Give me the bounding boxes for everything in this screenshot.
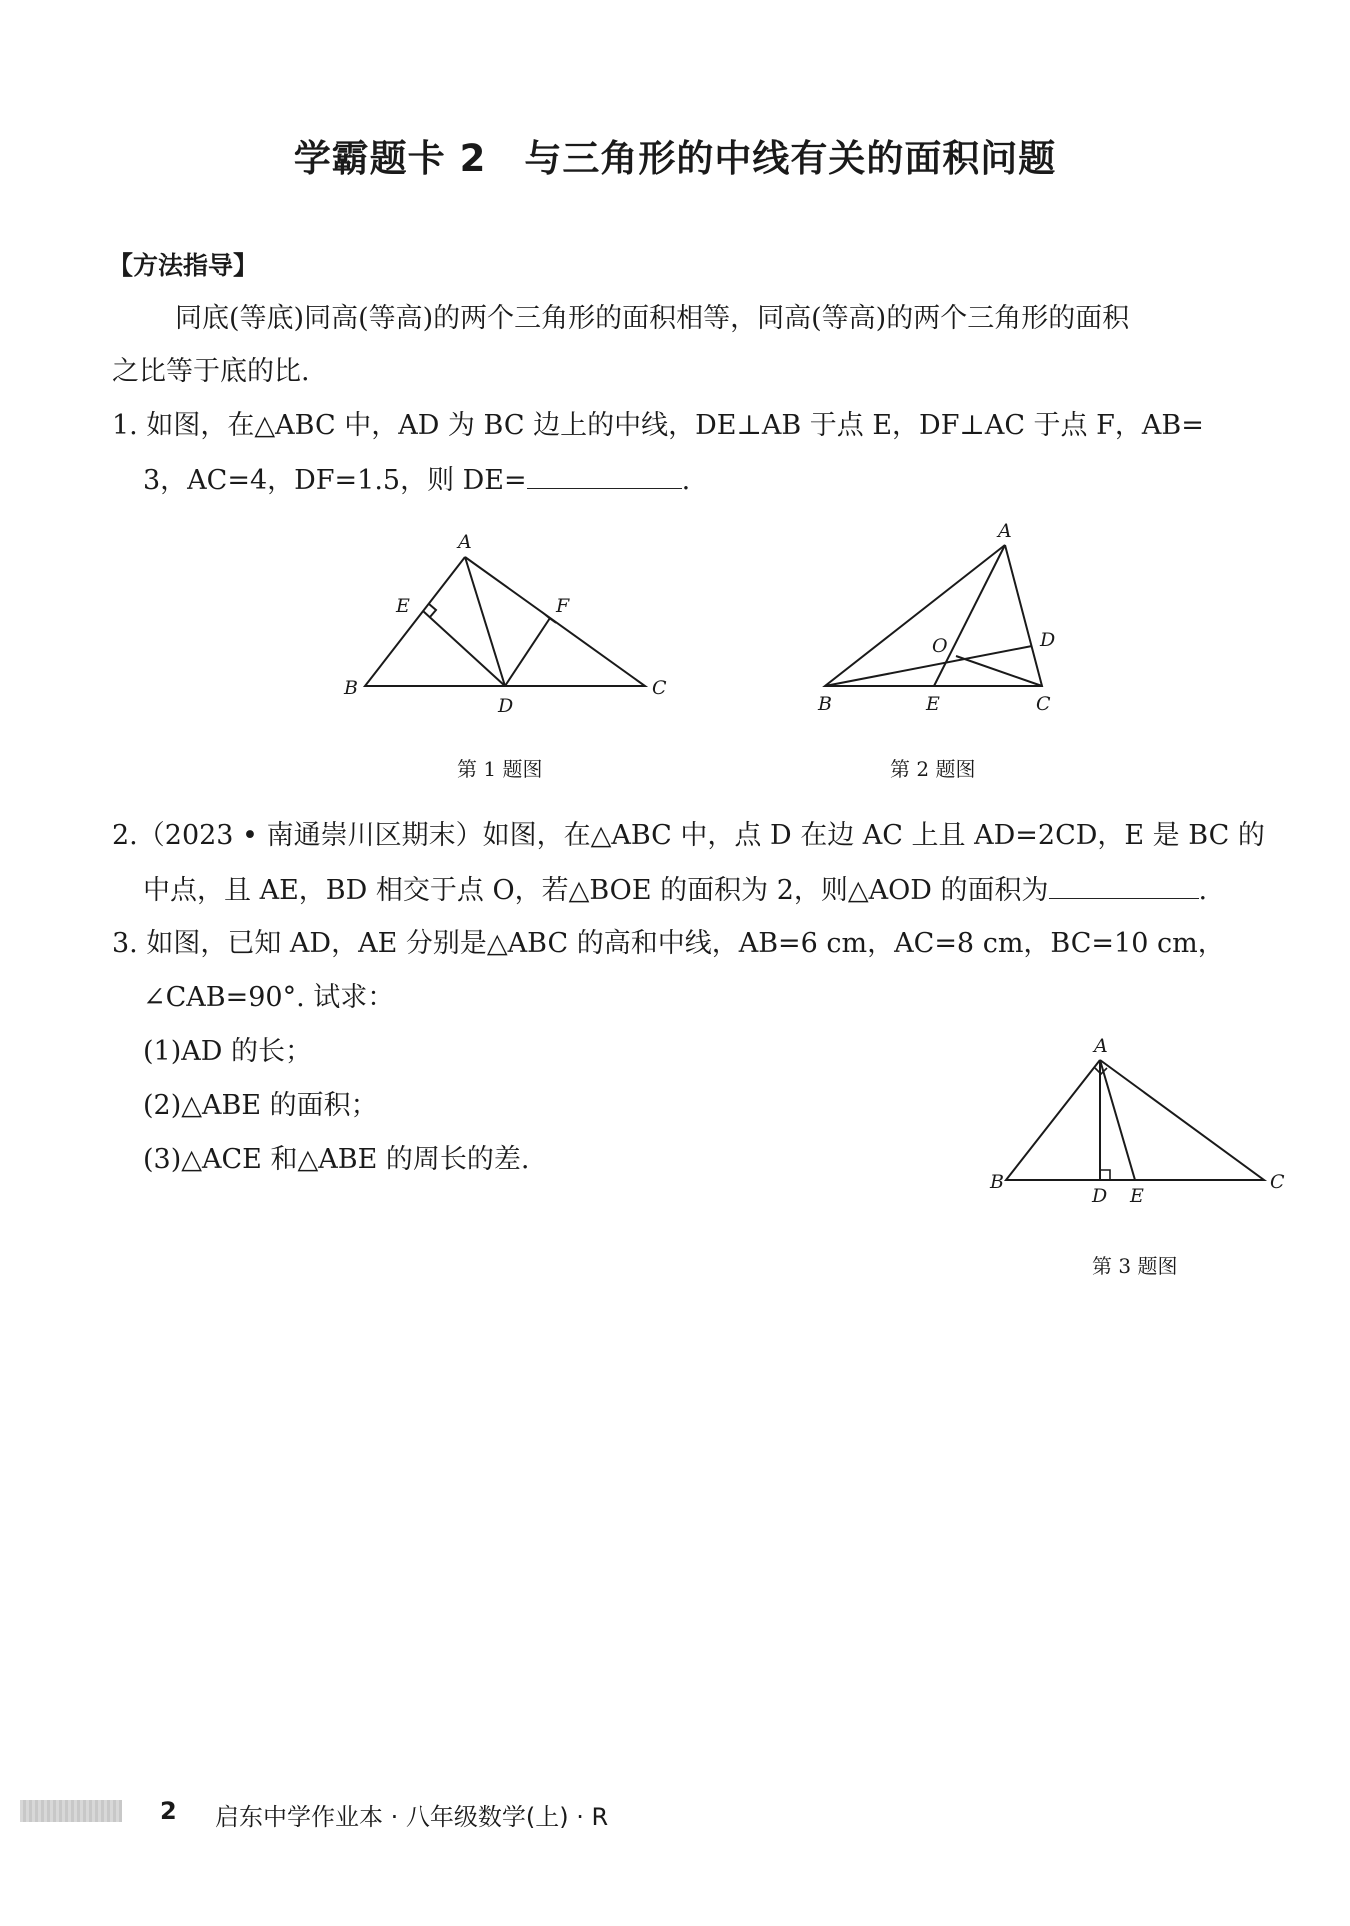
- fig3-right-angle-d: [1100, 1170, 1110, 1180]
- figure-1-caption: 第 1 题图: [457, 757, 543, 781]
- figure-2: [800, 520, 1070, 720]
- answer-blank-1: [527, 466, 682, 489]
- method-heading: 【方法指导】: [108, 251, 259, 280]
- fig1-right-angle-e: [429, 604, 436, 617]
- method-text-line-1: 同底(等底)同高(等高)的两个三角形的面积相等，同高(等高)的两个三角形的面积: [175, 303, 1130, 334]
- question-2-text: 中点，且 AE，BD 相交于点 O，若△BOE 的面积为 2，则△AOD 的面积为: [143, 875, 1049, 906]
- method-text-line-2: 之比等于底的比.: [112, 356, 310, 387]
- footer-decoration: [20, 1800, 122, 1822]
- question-3-sub-3: (3)△ACE 和△ABE 的周长的差.: [143, 1144, 530, 1175]
- fig1-label-c: C: [652, 677, 667, 699]
- fig2-label-o: O: [932, 635, 948, 657]
- fig2-label-d: D: [1040, 629, 1056, 651]
- page-title: 学霸题卡 2 与三角形的中线有关的面积问题: [293, 137, 1057, 180]
- question-1-line-1: 1. 如图，在△ABC 中，AD 为 BC 边上的中线，DE⊥AB 于点 E，DF⊥AC 于点 F，AB=: [112, 410, 1204, 441]
- question-3-sub-2: (2)△ABE 的面积；: [143, 1090, 378, 1121]
- question-3-line-1: 3. 如图，已知 AD，AE 分别是△ABC 的高和中线，AB=6 cm，AC=8 cm，BC=10 cm，: [112, 928, 1225, 959]
- question-1-text: 3，AC=4，DF=1.5，则 DE=: [143, 465, 527, 496]
- fig2-label-e: E: [926, 693, 940, 715]
- answer-blank-2: [1049, 876, 1199, 899]
- fig2-label-a: A: [998, 520, 1012, 542]
- figure-1: [330, 520, 670, 720]
- question-1-end: .: [681, 465, 691, 496]
- question-2-line-1: 2.（2023 • 南通崇川区期末）如图，在△ABC 中，点 D 在边 AC 上且 AD=2CD，E 是 BC 的: [112, 820, 1265, 851]
- question-2-end: .: [1198, 875, 1208, 906]
- fig2-segment-oc: [956, 656, 1042, 686]
- fig3-label-b: B: [990, 1171, 1004, 1193]
- fig3-label-c: C: [1270, 1171, 1285, 1193]
- fig3-median-ae: [1100, 1060, 1135, 1180]
- figure-3: [980, 1030, 1290, 1230]
- fig3-triangle-abc: [1006, 1060, 1264, 1180]
- fig1-right-angle-f: [542, 612, 556, 623]
- fig3-label-d: D: [1092, 1185, 1108, 1207]
- book-title: 启东中学作业本 · 八年级数学(上) · R: [215, 1803, 609, 1831]
- question-2-line-2: [143, 876, 1207, 904]
- question-3-sub-1: (1)AD 的长；: [143, 1036, 312, 1067]
- question-1-line-2: [143, 466, 690, 494]
- figure-2-caption: 第 2 题图: [890, 757, 976, 781]
- fig3-label-a: A: [1094, 1035, 1108, 1057]
- question-3-line-2: ∠CAB=90°. 试求：: [143, 982, 395, 1013]
- fig2-segment-bd: [825, 646, 1032, 686]
- page-number: 2: [160, 1797, 177, 1825]
- fig1-perp-df: [505, 618, 550, 686]
- fig1-label-f: F: [556, 595, 570, 617]
- fig3-label-e: E: [1130, 1185, 1144, 1207]
- fig1-label-e: E: [396, 595, 410, 617]
- fig2-segment-ae: [934, 545, 1005, 686]
- fig1-label-d: D: [498, 695, 514, 717]
- figure-3-caption: 第 3 题图: [1092, 1254, 1178, 1278]
- fig2-label-b: B: [818, 693, 832, 715]
- fig1-label-b: B: [344, 677, 358, 699]
- fig1-label-a: A: [458, 531, 472, 553]
- fig1-triangle-abc: [365, 557, 645, 686]
- fig2-label-c: C: [1036, 693, 1051, 715]
